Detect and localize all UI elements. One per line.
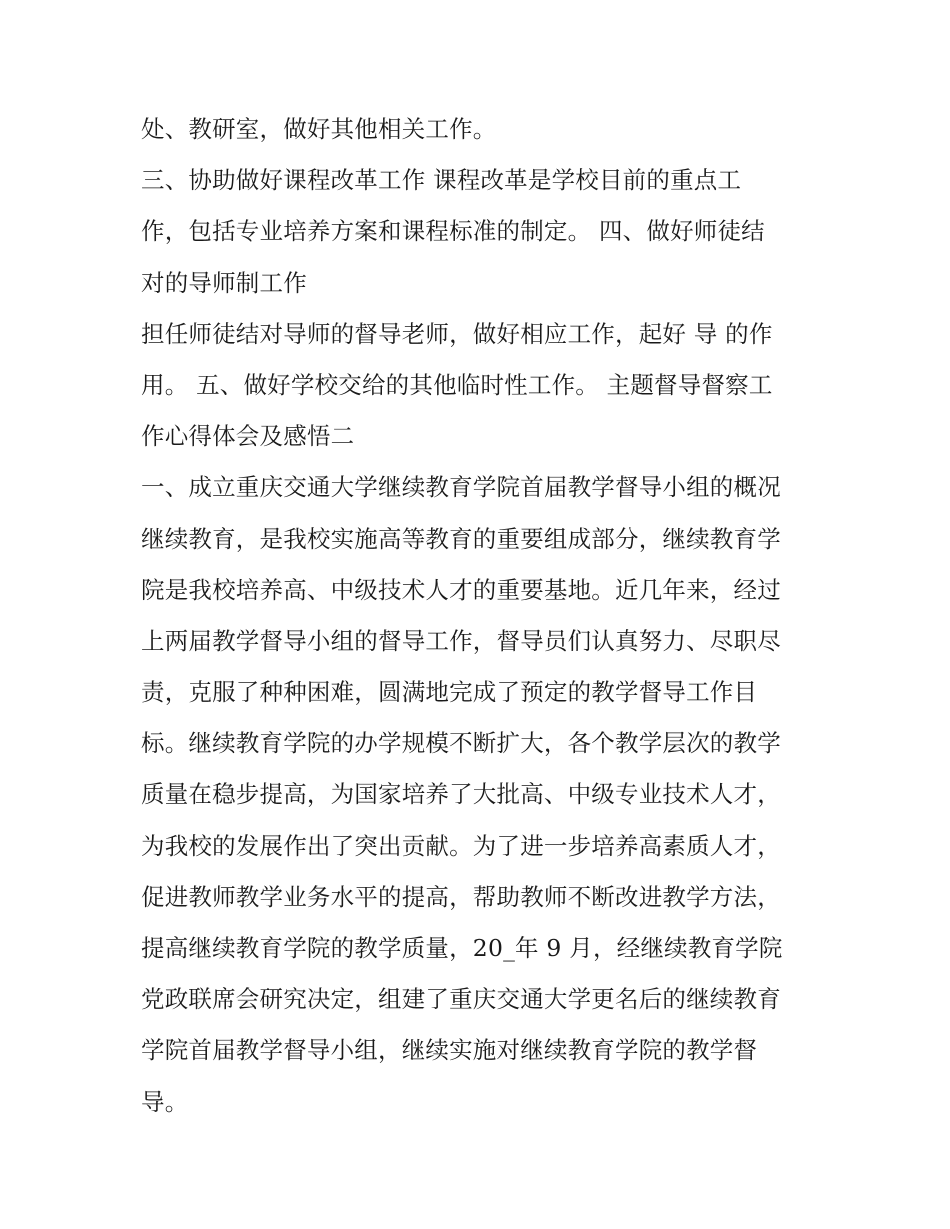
text-line: 对的导师制工作 <box>141 268 307 297</box>
text-line: 学院首届教学督导小组，继续实施对继续教育学院的教学督 <box>141 1036 758 1065</box>
document-body <box>141 104 821 1128</box>
text-line: 提高继续教育学院的教学质量，20_年 9 月，经继续教育学院 <box>141 934 783 962</box>
text-line: 质量在稳步提高，为国家培养了大批高、中级专业技术人才， <box>141 780 781 809</box>
text-line: 上两届教学督导小组的督导工作，督导员们认真努力、尽职尽 <box>141 626 781 655</box>
text-line: 导。 <box>141 1087 189 1116</box>
text-line: 一、成立重庆交通大学继续教育学院首届教学督导小组的概况 <box>141 473 781 502</box>
text-line: 促进教师教学业务水平的提高，帮助教师不断改进教学方法， <box>141 882 781 911</box>
text-line: 担任师徒结对导师的督导老师，做好相应工作，起好 导 的作 <box>141 319 773 348</box>
text-line: 三、协助做好课程改革工作 课程改革是学校目前的重点工 <box>141 166 742 195</box>
text-line: 为我校的发展作出了突出贡献。为了进一步培养高素质人才， <box>141 831 781 860</box>
text-line: 党政联席会研究决定，组建了重庆交通大学更名后的继续教育 <box>141 985 781 1014</box>
text-line: 用。 五、做好学校交给的其他临时性工作。 主题督导督察工 <box>141 370 773 399</box>
text-line: 责，克服了种种困难，圆满地完成了预定的教学督导工作目 <box>141 678 758 707</box>
text-line: 处、教研室，做好其他相关工作。 <box>141 115 497 143</box>
text-line: 继续教育，是我校实施高等教育的重要组成部分，继续教育学 <box>141 524 781 553</box>
text-line: 院是我校培养高、中级技术人才的重要基地。近几年来，经过 <box>141 575 781 604</box>
text-line: 标。继续教育学院的办学规模不断扩大，各个教学层次的教学 <box>141 729 781 758</box>
text-line: 作心得体会及感悟二 <box>141 422 355 451</box>
text-line: 作，包括专业培养方案和课程标准的制定。 四、做好师徒结 <box>141 217 765 246</box>
